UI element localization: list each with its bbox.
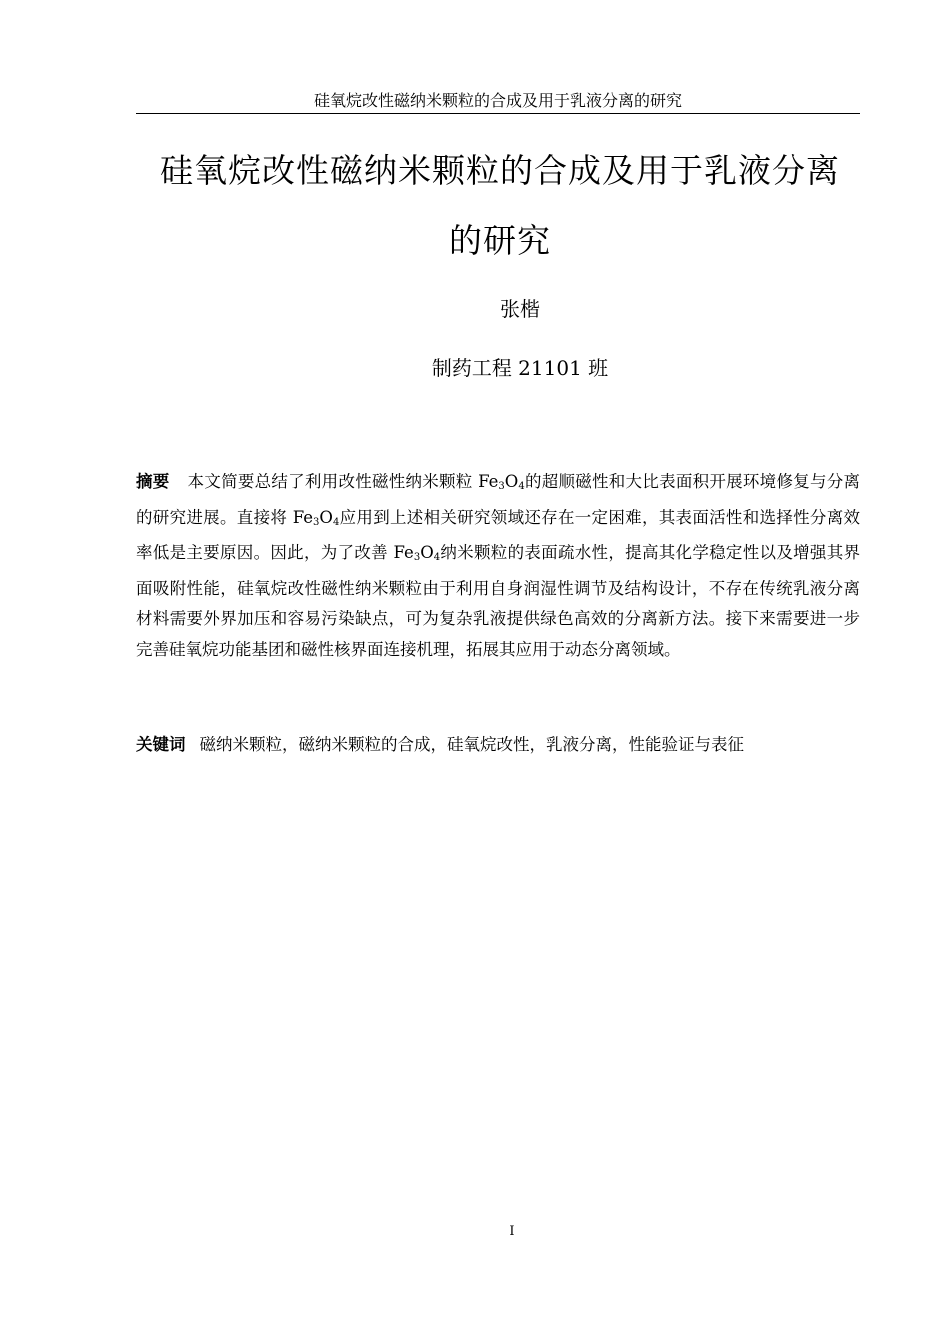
abstract-text-7: 纳米颗粒的表面疏水性，提高其化学稳定性以及增强其界面吸附性能，硅氧烷改性磁性纳米颗粒由于利用自身润湿性调节及结构设计，不存在传统乳液分离材料需要外界加压和容易污染缺点，可为复杂乳液提供绿色高效的分离新方法。接下来需要进一步完善硅氧烷功能基团和磁性核界面连接机理，拓展其应用于动态分离领域。: [136, 543, 861, 659]
abstract-text-5: 应用到上述相关研究领域还存在一定困难，其表面活性和选择性分离效率低是主要原因。因此，为了改善 Fe: [136, 507, 861, 562]
author-affiliation: 制药工程 21101 班: [431, 356, 609, 380]
abstract-text-2: O: [504, 472, 519, 491]
subscript: 4: [433, 552, 441, 563]
running-header: 硅氧烷改性磁纳米颗粒的合成及用于乳液分离的研究: [136, 90, 860, 114]
subscript: 3: [413, 552, 421, 563]
abstract-text-4: O: [319, 507, 333, 527]
keywords-text: 磁纳米颗粒，磁纳米颗粒的合成，硅氧烷改性，乳液分离，性能验证与表征: [199, 735, 744, 754]
paper-title: [120, 136, 880, 276]
abstract-label: 摘要: [136, 472, 170, 491]
keywords-label: 关键词: [136, 735, 186, 754]
abstract-text-6: O: [420, 543, 434, 562]
title-line-1: 硅氧烷改性磁纳米颗粒的合成及用于乳液分离: [160, 151, 840, 190]
abstract-text-1: 本文简要总结了利用改性磁性纳米颗粒 Fe: [187, 472, 499, 491]
author-name: 张楷: [500, 297, 540, 321]
abstract-text-3: 的超顺磁性和大比表面积开展环境修复与分离的研究进展。直接将 Fe: [136, 472, 861, 527]
subscript: 4: [518, 481, 525, 492]
page-number: I: [509, 1224, 515, 1239]
subscript: 3: [498, 481, 505, 492]
subscript: 3: [313, 516, 320, 528]
title-line-2: 的研究: [449, 221, 551, 260]
abstract-paragraph: [136, 467, 860, 665]
subscript: 4: [332, 516, 340, 528]
keywords-line: [136, 730, 860, 760]
